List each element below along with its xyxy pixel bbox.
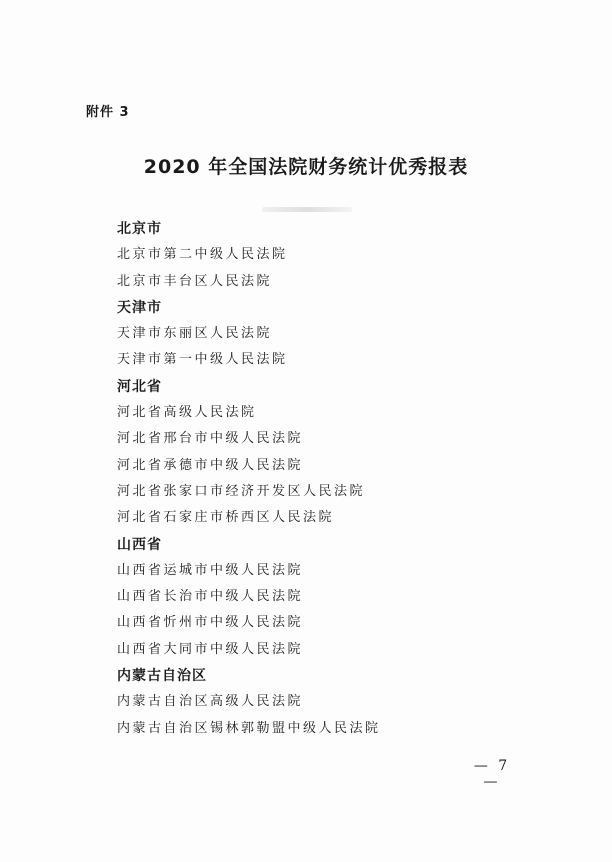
court-entry: 内蒙古自治区锡林郭勒盟中级人民法院	[117, 720, 381, 736]
court-entry: 北京市丰台区人民法院	[117, 273, 273, 289]
region-heading: 内蒙古自治区	[117, 668, 207, 685]
court-entry: 河北省承德市中级人民法院	[117, 457, 304, 473]
court-list	[117, 216, 537, 742]
attachment-label: 附件 3	[86, 105, 130, 120]
court-entry: 河北省邢台市中级人民法院	[117, 431, 304, 447]
court-entry: 山西省运城市中级人民法院	[117, 562, 304, 578]
court-entry: 天津市第一中级人民法院	[117, 352, 288, 368]
region-heading: 河北省	[117, 378, 162, 395]
court-entry: 北京市第二中级人民法院	[117, 247, 288, 263]
document-title: 2020 年全国法院财务统计优秀报表	[143, 156, 469, 178]
court-entry: 河北省张家口市经济开发区人民法院	[117, 483, 366, 499]
court-entry: 山西省大同市中级人民法院	[117, 641, 304, 657]
faint-bleed-through-mark	[262, 207, 352, 212]
region-heading: 北京市	[117, 221, 162, 237]
court-entry: 河北省石家庄市桥西区人民法院	[117, 510, 335, 526]
page-number: — 7 —	[473, 758, 511, 790]
court-entry: 河北省高级人民法院	[117, 405, 257, 421]
court-entry: 山西省长治市中级人民法院	[117, 589, 304, 605]
region-heading: 山西省	[117, 536, 162, 553]
court-entry: 内蒙古自治区高级人民法院	[117, 694, 304, 710]
court-entry: 天津市东丽区人民法院	[117, 326, 273, 342]
region-heading: 天津市	[117, 299, 162, 316]
court-entry: 山西省忻州市中级人民法院	[117, 615, 304, 631]
